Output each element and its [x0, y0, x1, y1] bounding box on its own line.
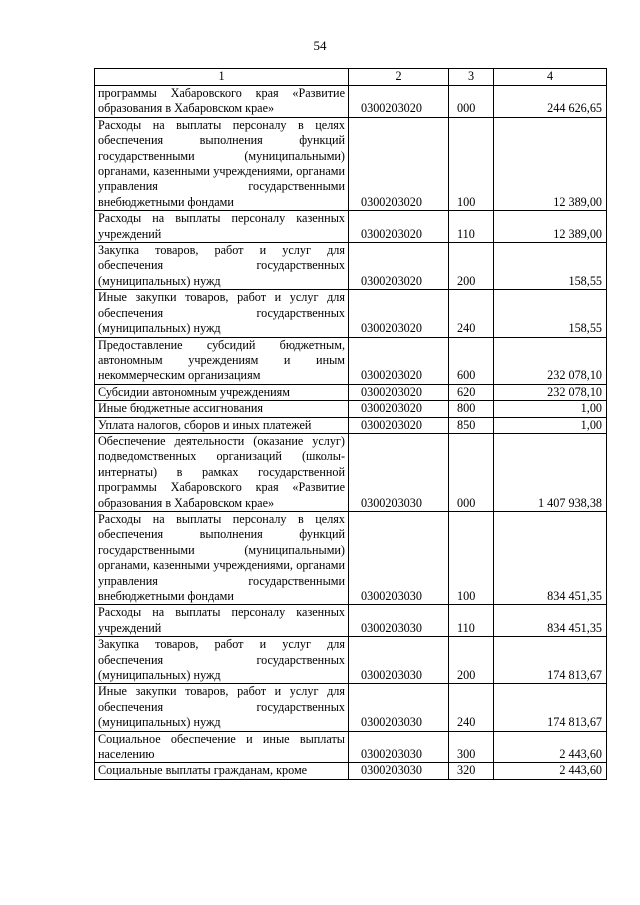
- row-code-cell: 0300203030: [349, 763, 449, 779]
- row-sum-cell: 174 813,67: [494, 637, 607, 684]
- table-row: [95, 290, 607, 337]
- row-code-cell: 0300203020: [349, 384, 449, 400]
- row-type-cell: 620: [449, 384, 494, 400]
- row-type-cell: 240: [449, 290, 494, 337]
- budget-table: [94, 68, 607, 780]
- row-type-cell: 000: [449, 86, 494, 118]
- row-type-cell: 110: [449, 605, 494, 637]
- table-row: [95, 211, 607, 243]
- row-type-cell: 850: [449, 417, 494, 433]
- row-sum-cell: 12 389,00: [494, 211, 607, 243]
- table-row: [95, 243, 607, 290]
- row-code-cell: 0300203030: [349, 511, 449, 604]
- row-code-cell: 0300203030: [349, 605, 449, 637]
- row-name-cell: Социальное обеспечение и иные выплаты населению: [95, 731, 349, 763]
- header-cell: 1: [95, 69, 349, 86]
- row-type-cell: 000: [449, 433, 494, 511]
- row-name-cell: Обеспечение деятельности (оказание услуг) подведомственных организаций (школы-интернаты) в рамках государственной программы Хабаровского края «Развитие образования в Хабаровском крае»: [95, 433, 349, 511]
- row-code-cell: 0300203020: [349, 243, 449, 290]
- header-cell: 2: [349, 69, 449, 86]
- table-row: [95, 337, 607, 384]
- row-code-cell: 0300203020: [349, 337, 449, 384]
- row-code-cell: 0300203030: [349, 731, 449, 763]
- row-name-cell: Расходы на выплаты персоналу казенных учреждений: [95, 605, 349, 637]
- header-cell: 3: [449, 69, 494, 86]
- row-sum-cell: 1 407 938,38: [494, 433, 607, 511]
- table-row: [95, 417, 607, 433]
- row-type-cell: 320: [449, 763, 494, 779]
- row-code-cell: 0300203020: [349, 290, 449, 337]
- table-row: [95, 684, 607, 731]
- table-row: [95, 731, 607, 763]
- table-row: [95, 605, 607, 637]
- row-sum-cell: 174 813,67: [494, 684, 607, 731]
- row-name-cell: Уплата налогов, сборов и иных платежей: [95, 417, 349, 433]
- row-type-cell: 800: [449, 401, 494, 417]
- row-type-cell: 200: [449, 637, 494, 684]
- row-code-cell: 0300203020: [349, 417, 449, 433]
- table-row: [95, 117, 607, 210]
- table-row: [95, 433, 607, 511]
- row-code-cell: 0300203020: [349, 211, 449, 243]
- row-sum-cell: 244 626,65: [494, 86, 607, 118]
- row-name-cell: Закупка товаров, работ и услуг для обеспечения государственных (муниципальных) нужд: [95, 637, 349, 684]
- row-type-cell: 110: [449, 211, 494, 243]
- row-type-cell: 240: [449, 684, 494, 731]
- row-sum-cell: 1,00: [494, 417, 607, 433]
- row-sum-cell: 2 443,60: [494, 731, 607, 763]
- row-sum-cell: 1,00: [494, 401, 607, 417]
- row-name-cell: Расходы на выплаты персоналу казенных учреждений: [95, 211, 349, 243]
- row-type-cell: 100: [449, 511, 494, 604]
- table-row: [95, 384, 607, 400]
- row-type-cell: 100: [449, 117, 494, 210]
- row-name-cell: Расходы на выплаты персоналу в целях обеспечения выполнения функций государственными (муниципальными) органами, казенными учреждениями, органами управления государственными внебюджетными фондами: [95, 511, 349, 604]
- row-sum-cell: 2 443,60: [494, 763, 607, 779]
- header-cell: 4: [494, 69, 607, 86]
- table-row: [95, 637, 607, 684]
- row-name-cell: Субсидии автономным учреждениям: [95, 384, 349, 400]
- row-name-cell: Социальные выплаты гражданам, кроме: [95, 763, 349, 779]
- row-code-cell: 0300203020: [349, 117, 449, 210]
- table-row: [95, 86, 607, 118]
- row-name-cell: Иные закупки товаров, работ и услуг для обеспечения государственных (муниципальных) нужд: [95, 290, 349, 337]
- row-name-cell: Иные закупки товаров, работ и услуг для обеспечения государственных (муниципальных) нужд: [95, 684, 349, 731]
- row-type-cell: 300: [449, 731, 494, 763]
- row-sum-cell: 834 451,35: [494, 511, 607, 604]
- row-name-cell: программы Хабаровского края «Развитие образования в Хабаровском крае»: [95, 86, 349, 118]
- table-header-row: [95, 69, 607, 86]
- page-number: 54: [313, 38, 327, 53]
- row-name-cell: Закупка товаров, работ и услуг для обеспечения государственных (муниципальных) нужд: [95, 243, 349, 290]
- row-code-cell: 0300203030: [349, 684, 449, 731]
- row-sum-cell: 158,55: [494, 290, 607, 337]
- row-code-cell: 0300203020: [349, 86, 449, 118]
- table-row: [95, 401, 607, 417]
- row-sum-cell: 232 078,10: [494, 384, 607, 400]
- row-sum-cell: 158,55: [494, 243, 607, 290]
- row-name-cell: Расходы на выплаты персоналу в целях обеспечения выполнения функций государственными (муниципальными) органами, казенными учреждениями, органами управления государственными внебюджетными фондами: [95, 117, 349, 210]
- row-name-cell: Предоставление субсидий бюджетным, автономным учреждениям и иным некоммерческим организациям: [95, 337, 349, 384]
- row-sum-cell: 834 451,35: [494, 605, 607, 637]
- row-sum-cell: 232 078,10: [494, 337, 607, 384]
- row-name-cell: Иные бюджетные ассигнования: [95, 401, 349, 417]
- row-code-cell: 0300203020: [349, 401, 449, 417]
- row-type-cell: 600: [449, 337, 494, 384]
- table-row: [95, 763, 607, 779]
- row-code-cell: 0300203030: [349, 433, 449, 511]
- row-code-cell: 0300203030: [349, 637, 449, 684]
- table-row: [95, 511, 607, 604]
- row-type-cell: 200: [449, 243, 494, 290]
- row-sum-cell: 12 389,00: [494, 117, 607, 210]
